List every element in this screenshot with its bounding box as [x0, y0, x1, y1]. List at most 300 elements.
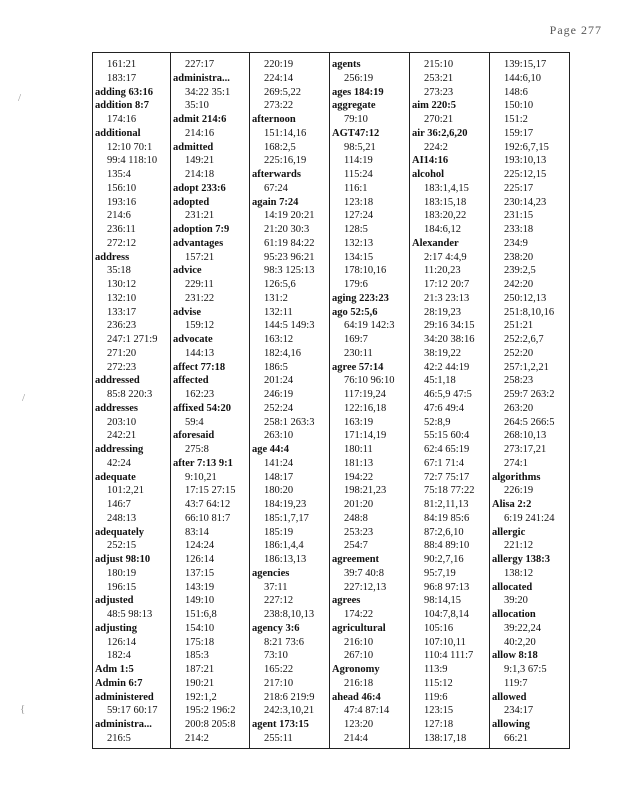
index-reference: 101:2,21 — [107, 485, 145, 497]
index-reference: 225:16,19 — [264, 155, 307, 167]
index-reference: 193:16 — [107, 196, 137, 208]
index-reference: 216:5 — [107, 732, 131, 744]
index-reference: 6:19 241:24 — [504, 512, 555, 524]
index-keyword: adequate — [95, 471, 136, 483]
index-reference: 251:21 — [504, 320, 534, 332]
index-keyword: affixed 54:20 — [173, 402, 232, 414]
index-reference: 66:21 — [504, 732, 528, 744]
index-reference: 124:24 — [185, 540, 215, 552]
index-reference: 218:6 219:9 — [264, 691, 315, 703]
index-reference: 183:15,18 — [424, 196, 467, 208]
index-keyword: aggregate — [332, 100, 376, 112]
index-reference: 263:20 — [504, 402, 534, 414]
index-reference: 200:8 205:8 — [185, 719, 236, 730]
index-reference: 9:10,21 — [185, 471, 217, 483]
index-keyword: affect 77:18 — [173, 361, 226, 373]
index-reference: 196:15 — [107, 581, 137, 593]
index-reference: 165:22 — [264, 664, 294, 675]
index-keyword: advantages — [173, 237, 224, 249]
word-index-table — [92, 52, 570, 749]
index-reference: 146:7 — [107, 499, 131, 510]
index-reference: 45:1,18 — [424, 375, 456, 387]
index-reference: 185:19 — [264, 526, 294, 538]
index-reference: 46:5,9 47:5 — [424, 389, 472, 400]
index-keyword: admit 214:6 — [173, 114, 227, 125]
index-reference: 29:16 34:15 — [424, 320, 475, 332]
index-reference: 256:19 — [344, 72, 374, 84]
index-reference: 151:6,8 — [185, 609, 217, 620]
index-reference: 274:1 — [504, 457, 528, 469]
index-keyword: adequately — [95, 526, 145, 538]
index-reference: 141:24 — [264, 457, 294, 469]
index-reference: 115:24 — [344, 169, 373, 180]
index-reference: 127:18 — [424, 719, 454, 730]
index-reference: 242:20 — [504, 279, 534, 290]
index-keyword: aim 220:5 — [412, 100, 457, 112]
index-reference: 122:16,18 — [344, 402, 387, 414]
index-reference: 21:3 23:13 — [424, 292, 470, 304]
index-reference: 181:13 — [344, 457, 374, 469]
margin-mark-3: { — [20, 703, 26, 715]
index-keyword: agricultural — [332, 622, 386, 634]
index-keyword: ahead 46:4 — [332, 691, 381, 703]
index-reference: 137:15 — [185, 567, 215, 579]
index-reference: 220:19 — [264, 59, 294, 70]
index-reference: 186:5 — [264, 361, 288, 373]
index-reference: 183:20,22 — [424, 210, 467, 222]
index-reference: 131:2 — [264, 292, 288, 304]
index-reference: 252:20 — [504, 347, 534, 359]
index-reference: 186:1,4,4 — [264, 540, 304, 552]
index-reference: 149:21 — [185, 155, 215, 167]
index-reference: 37:11 — [264, 581, 288, 593]
index-reference: 242:3,10,21 — [264, 705, 315, 717]
index-reference: 216:18 — [344, 677, 374, 689]
index-keyword: agreement — [332, 554, 380, 565]
index-reference: 217:10 — [264, 677, 294, 689]
index-keyword: addresses — [95, 402, 138, 414]
index-reference: 61:19 84:22 — [264, 237, 315, 249]
index-reference: 253:21 — [424, 72, 454, 84]
index-keyword: additional — [95, 127, 141, 139]
index-reference: 253:23 — [344, 526, 374, 538]
index-reference: 62:4 65:19 — [424, 444, 470, 455]
index-reference: 98:5,21 — [344, 141, 376, 153]
index-keyword: agent 173:15 — [252, 719, 309, 730]
index-reference: 42:2 44:19 — [424, 361, 470, 373]
index-reference: 114:19 — [344, 155, 373, 167]
index-keyword: Adm 1:5 — [95, 664, 134, 675]
index-reference: 123:15 — [424, 705, 454, 717]
index-keyword: advise — [173, 306, 202, 318]
index-reference: 198:21,23 — [344, 485, 387, 497]
index-reference: 85:8 220:3 — [107, 389, 153, 400]
index-reference: 182:4,16 — [264, 347, 302, 359]
index-column-4 — [329, 53, 409, 748]
index-reference: 67:1 71:4 — [424, 457, 464, 469]
index-reference: 132:10 — [107, 292, 137, 304]
index-reference: 150:10 — [504, 100, 534, 112]
index-column-2 — [170, 53, 249, 748]
index-column-1 — [92, 53, 170, 748]
index-keyword: addressing — [95, 444, 144, 455]
index-reference: 250:12,13 — [504, 292, 547, 304]
index-reference: 231:22 — [185, 292, 215, 304]
index-keyword: advice — [173, 265, 202, 277]
index-reference: 64:19 142:3 — [344, 320, 395, 332]
index-reference: 236:11 — [107, 224, 136, 235]
index-reference: 230:11 — [344, 347, 373, 359]
index-reference: 52:8,9 — [424, 416, 451, 428]
index-reference: 269:5,22 — [264, 86, 302, 98]
index-reference: 138:17,18 — [424, 732, 467, 744]
index-reference: 90:2,7,16 — [424, 554, 464, 565]
index-reference: 35:18 — [107, 265, 131, 277]
index-keyword: administra... — [95, 719, 152, 730]
index-keyword: afternoon — [252, 114, 296, 125]
index-keyword: Alisa 2:2 — [492, 499, 532, 510]
index-keyword: adopt 233:6 — [173, 182, 226, 194]
index-reference: 28:19,23 — [424, 306, 462, 318]
index-reference: 161:21 — [107, 59, 137, 70]
index-reference: 75:18 77:22 — [424, 485, 475, 497]
index-keyword: ago 52:5,6 — [332, 306, 378, 318]
index-reference: 107:10,11 — [424, 636, 466, 648]
index-reference: 254:7 — [344, 540, 368, 552]
index-reference: 257:1,2,21 — [504, 361, 549, 373]
index-reference: 40:2,20 — [504, 636, 536, 648]
index-reference: 179:6 — [344, 279, 368, 290]
index-reference: 180:20 — [264, 485, 294, 497]
index-reference: 95:7,19 — [424, 567, 456, 579]
index-reference: 127:24 — [344, 210, 374, 222]
index-reference: 99:4 118:10 — [107, 155, 158, 167]
index-reference: 59:17 60:17 — [107, 705, 158, 717]
index-reference: 185:1,7,17 — [264, 512, 309, 524]
index-keyword: address — [95, 251, 130, 263]
index-keyword: agents — [332, 59, 361, 70]
index-reference: 135:4 — [107, 169, 131, 180]
index-reference: 216:10 — [344, 636, 374, 648]
index-keyword: allocated — [492, 581, 533, 593]
index-reference: 149:10 — [185, 595, 215, 607]
index-reference: 132:13 — [344, 237, 374, 249]
index-reference: 239:2,5 — [504, 265, 536, 277]
index-reference: 9:1,3 67:5 — [504, 664, 547, 675]
index-reference: 221:12 — [504, 540, 534, 552]
index-reference: 144:5 149:3 — [264, 320, 315, 332]
index-reference: 171:14,19 — [344, 430, 387, 442]
index-keyword: adoption 7:9 — [173, 224, 230, 235]
index-reference: 227:12 — [264, 595, 294, 607]
index-reference: 193:10,13 — [504, 155, 547, 167]
index-reference: 42:24 — [107, 457, 131, 469]
index-reference: 214:2 — [185, 732, 209, 744]
index-reference: 234:9 — [504, 237, 528, 249]
index-reference: 88:4 89:10 — [424, 540, 470, 552]
index-reference: 21:20 30:3 — [264, 224, 310, 235]
index-reference: 192:6,7,15 — [504, 141, 549, 153]
index-keyword: alcohol — [412, 169, 445, 180]
index-reference: 39:22,24 — [504, 622, 542, 634]
index-reference: 134:15 — [344, 251, 374, 263]
index-reference: 201:20 — [344, 499, 374, 510]
index-reference: 236:23 — [107, 320, 137, 332]
index-keyword: aforesaid — [173, 430, 215, 442]
index-reference: 272:12 — [107, 237, 137, 249]
index-reference: 95:23 96:21 — [264, 251, 315, 263]
index-reference: 116:1 — [344, 182, 368, 194]
index-reference: 43:7 64:12 — [185, 499, 231, 510]
index-reference: 126:14 — [107, 636, 137, 648]
index-keyword: admitted — [173, 141, 214, 153]
index-reference: 214:18 — [185, 169, 215, 180]
index-reference: 17:15 27:15 — [185, 485, 236, 497]
index-reference: 267:10 — [344, 650, 374, 662]
index-reference: 96:8 97:13 — [424, 581, 470, 593]
index-reference: 174:16 — [107, 114, 137, 125]
index-keyword: Agronomy — [332, 664, 380, 675]
index-keyword: afterwards — [252, 169, 301, 180]
index-reference: 130:12 — [107, 279, 137, 290]
index-reference: 183:1,4,15 — [424, 182, 469, 194]
index-reference: 230:14,23 — [504, 196, 547, 208]
index-reference: 259:7 263:2 — [504, 389, 555, 400]
index-reference: 39:7 40:8 — [344, 567, 384, 579]
index-reference: 234:17 — [504, 705, 534, 717]
index-keyword: algorithms — [492, 471, 541, 483]
index-reference: 84:19 85:6 — [424, 512, 470, 524]
index-reference: 272:23 — [107, 361, 137, 373]
index-keyword: adjust 98:10 — [95, 554, 151, 565]
index-keyword: agencies — [252, 567, 290, 579]
index-keyword: adjusting — [95, 622, 138, 634]
index-reference: 242:21 — [107, 430, 137, 442]
index-reference: 231:15 — [504, 210, 534, 222]
index-reference: 110:4 111:7 — [424, 650, 474, 662]
index-reference: 195:2 196:2 — [185, 705, 236, 717]
index-reference: 233:18 — [504, 224, 534, 235]
index-keyword: adding 63:16 — [95, 86, 154, 98]
index-keyword: allergic — [492, 526, 526, 538]
index-reference: 12:10 70:1 — [107, 141, 153, 153]
index-reference: 104:7,8,14 — [424, 609, 469, 620]
index-reference: 123:18 — [344, 196, 374, 208]
index-reference: 214:4 — [344, 732, 368, 744]
index-reference: 183:17 — [107, 72, 137, 84]
margin-mark-2: / — [22, 392, 26, 404]
index-column-5 — [409, 53, 489, 748]
index-reference: 225:17 — [504, 182, 534, 194]
index-reference: 175:18 — [185, 636, 215, 648]
index-reference: 252:2,6,7 — [504, 334, 544, 345]
index-keyword: allergy 138:3 — [492, 554, 551, 565]
index-keyword: allocation — [492, 609, 536, 620]
index-reference: 144:13 — [185, 347, 215, 359]
index-reference: 201:24 — [264, 375, 294, 387]
index-reference: 224:2 — [424, 141, 448, 153]
index-reference: 123:20 — [344, 719, 374, 730]
index-reference: 178:10,16 — [344, 265, 387, 277]
index-reference: 126:14 — [185, 554, 215, 565]
index-keyword: agree 57:14 — [332, 361, 384, 373]
index-reference: 248:13 — [107, 512, 137, 524]
index-reference: 144:6,10 — [504, 72, 542, 84]
index-reference: 273:23 — [424, 86, 454, 98]
index-reference: 227:12,13 — [344, 581, 387, 593]
index-reference: 231:21 — [185, 210, 215, 222]
index-reference: 87:2,6,10 — [424, 526, 464, 538]
index-reference: 35:10 — [185, 100, 209, 112]
index-keyword: affected — [173, 375, 209, 387]
index-reference: 252:15 — [107, 540, 137, 552]
index-reference: 185:3 — [185, 650, 209, 662]
index-keyword: administered — [95, 691, 154, 703]
index-reference: 17:12 20:7 — [424, 279, 470, 290]
index-reference: 148:17 — [264, 471, 294, 483]
index-reference: 214:16 — [185, 127, 215, 139]
index-reference: 34:22 35:1 — [185, 86, 231, 98]
index-column-3 — [249, 53, 329, 748]
index-reference: 47:4 87:14 — [344, 705, 390, 717]
index-keyword: AGT47:12 — [332, 127, 380, 139]
index-reference: 182:4 — [107, 650, 131, 662]
index-reference: 133:17 — [107, 306, 137, 318]
index-reference: 72:7 75:17 — [424, 471, 470, 483]
index-reference: 215:10 — [424, 59, 454, 70]
index-reference: 48:5 98:13 — [107, 609, 153, 620]
index-reference: 115:12 — [424, 677, 453, 689]
index-reference: 251:8,10,16 — [504, 306, 555, 318]
index-reference: 186:13,13 — [264, 554, 307, 565]
index-reference: 225:12,15 — [504, 169, 547, 180]
index-reference: 271:20 — [107, 347, 137, 359]
margin-mark-1: / — [18, 92, 22, 104]
index-reference: 180:19 — [107, 567, 137, 579]
index-reference: 229:11 — [185, 279, 214, 290]
index-reference: 238:20 — [504, 251, 534, 263]
page-label: Page 277 — [549, 23, 602, 37]
index-reference: 192:1,2 — [185, 691, 217, 703]
index-reference: 132:11 — [264, 306, 293, 318]
index-keyword: again 7:24 — [252, 196, 299, 208]
index-reference: 227:17 — [185, 59, 215, 70]
index-reference: 126:5,6 — [264, 279, 296, 290]
index-keyword: Alexander — [412, 237, 459, 249]
index-reference: 238:8,10,13 — [264, 609, 315, 620]
index-reference: 76:10 96:10 — [344, 375, 395, 387]
index-keyword: age 44:4 — [252, 444, 290, 455]
index-keyword: agency 3:6 — [252, 622, 300, 634]
index-reference: 168:2,5 — [264, 141, 296, 153]
index-reference: 98:3 125:13 — [264, 265, 315, 277]
index-keyword: Admin 6:7 — [95, 677, 143, 689]
index-reference: 246:19 — [264, 389, 294, 400]
index-reference: 159:17 — [504, 127, 534, 139]
index-reference: 263:10 — [264, 430, 294, 442]
index-keyword: addressed — [95, 375, 140, 387]
index-reference: 148:6 — [504, 86, 528, 98]
index-reference: 139:15,17 — [504, 59, 547, 70]
index-reference: 169:7 — [344, 334, 368, 345]
index-keyword: after 7:13 9:1 — [173, 457, 233, 469]
index-reference: 119:7 — [504, 677, 528, 689]
index-reference: 184:19,23 — [264, 499, 307, 510]
index-keyword: AI14:16 — [412, 155, 449, 167]
index-reference: 151:2 — [504, 114, 528, 125]
index-reference: 264:5 266:5 — [504, 416, 555, 428]
index-reference: 162:23 — [185, 389, 215, 400]
index-reference: 119:6 — [424, 691, 448, 703]
index-reference: 39:20 — [504, 595, 528, 607]
index-keyword: allowing — [492, 719, 530, 730]
index-reference: 11:20,23 — [424, 265, 461, 277]
index-reference: 8:21 73:6 — [264, 636, 304, 648]
index-reference: 224:14 — [264, 72, 294, 84]
index-reference: 47:6 49:4 — [424, 402, 464, 414]
index-reference: 163:12 — [264, 334, 294, 345]
index-reference: 184:6,12 — [424, 224, 462, 235]
index-reference: 73:10 — [264, 650, 288, 662]
index-reference: 226:19 — [504, 485, 534, 497]
index-keyword: adopted — [173, 196, 210, 208]
index-keyword: air 36:2,6,20 — [412, 127, 468, 139]
index-reference: 159:12 — [185, 320, 215, 332]
index-keyword: advocate — [173, 334, 213, 345]
index-reference: 113:9 — [424, 664, 448, 675]
index-column-6 — [489, 53, 570, 748]
index-reference: 151:14,16 — [264, 127, 307, 139]
index-reference: 83:14 — [185, 526, 209, 538]
index-reference: 98:14,15 — [424, 595, 462, 607]
index-reference: 258:23 — [504, 375, 534, 387]
index-reference: 79:10 — [344, 114, 368, 125]
index-keyword: administra... — [173, 72, 230, 84]
index-reference: 59:4 — [185, 416, 204, 428]
index-reference: 268:10,13 — [504, 430, 547, 442]
index-reference: 247:1 271:9 — [107, 334, 158, 345]
index-reference: 174:22 — [344, 609, 374, 620]
index-reference: 214:6 — [107, 210, 131, 222]
index-reference: 258:1 263:3 — [264, 416, 315, 428]
index-reference: 194:22 — [344, 471, 374, 483]
index-reference: 34:20 38:16 — [424, 334, 475, 345]
index-keyword: addition 8:7 — [95, 100, 149, 112]
index-reference: 203:10 — [107, 416, 137, 428]
index-reference: 55:15 60:4 — [424, 430, 470, 442]
index-keyword: agrees — [332, 595, 361, 607]
index-reference: 255:11 — [264, 732, 293, 744]
index-reference: 273:17,21 — [504, 444, 547, 455]
index-reference: 275:8 — [185, 444, 209, 455]
index-reference: 156:10 — [107, 182, 137, 194]
index-reference: 270:21 — [424, 114, 454, 125]
index-keyword: ages 184:19 — [332, 86, 384, 98]
index-reference: 105:16 — [424, 622, 454, 634]
index-reference: 66:10 81:7 — [185, 512, 231, 524]
index-reference: 163:19 — [344, 416, 374, 428]
index-reference: 190:21 — [185, 677, 215, 689]
index-reference: 117:19,24 — [344, 389, 386, 400]
index-reference: 67:24 — [264, 182, 288, 194]
index-reference: 38:19,22 — [424, 347, 462, 359]
index-reference: 143:19 — [185, 581, 215, 593]
index-reference: 187:21 — [185, 664, 215, 675]
index-reference: 154:10 — [185, 622, 215, 634]
index-keyword: aging 223:23 — [332, 292, 389, 304]
index-keyword: allow 8:18 — [492, 650, 538, 662]
index-reference: 157:21 — [185, 251, 215, 263]
